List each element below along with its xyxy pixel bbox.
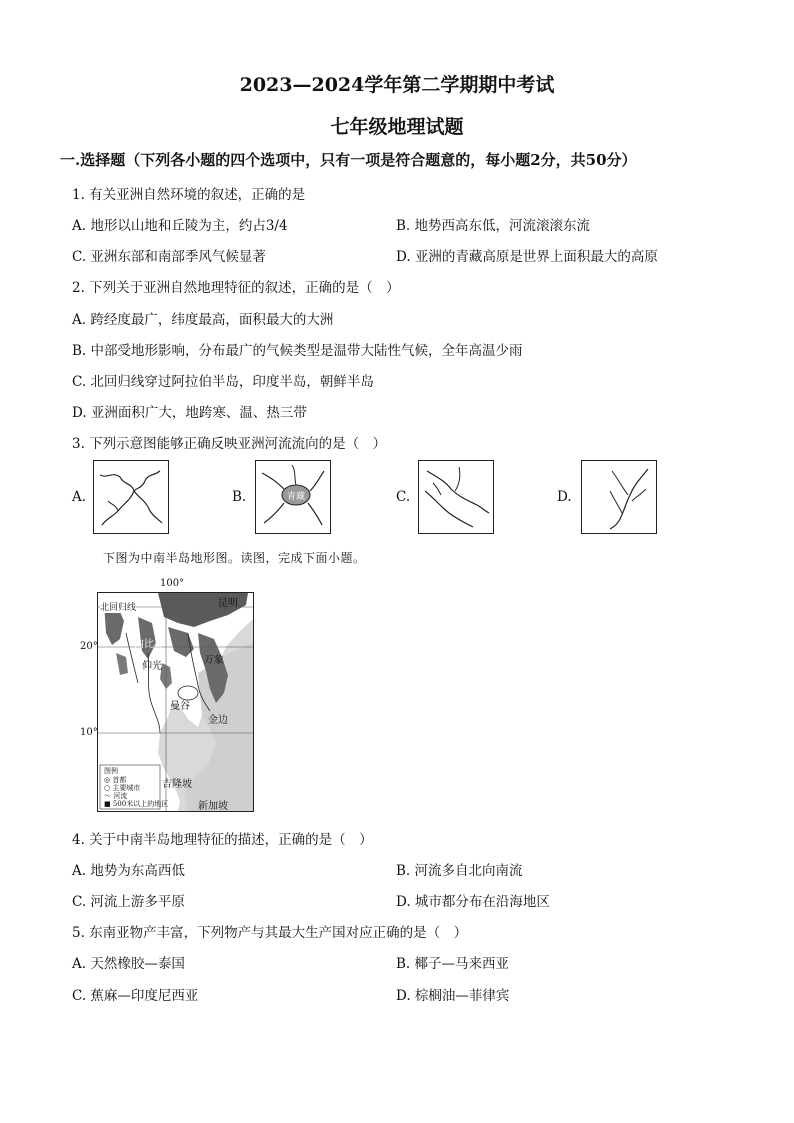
question-3-stem: 3. 下列示意图能够正确反映亚洲河流流向的是（ ） (72, 436, 387, 452)
question-2-option-b: B. 中部受地形影响，分布最广的气候类型是温带大陆性气候，全年高温少雨 (72, 343, 523, 359)
city-dot-icon: ○ (104, 784, 113, 792)
question-5-option-b: B. 椰子—马来西亚 (396, 956, 510, 972)
highland-fill-icon: ■ (104, 800, 113, 808)
question-2-option-c: C. 北回归线穿过阿拉伯半岛，印度半岛，朝鲜半岛 (72, 374, 374, 390)
map-legend-highland: ■ 500米以上的地区 (104, 800, 169, 808)
map-legend-title: 图例 (104, 767, 118, 775)
question-2-option-a: A. 跨经度最广，纬度最高，面积最大的大洲 (72, 312, 334, 328)
river-sketch-a-icon (94, 461, 168, 533)
question-3-figure-b (255, 460, 331, 534)
question-3-figure-c (418, 460, 494, 534)
map-city-singapore: 新加坡 (198, 801, 228, 812)
question-2-stem: 2. 下列关于亚洲自然地理特征的叙述，正确的是（ ） (72, 280, 400, 296)
map-caption: 下图为中南半岛地形图。读图，完成下面小题。 (103, 551, 366, 565)
question-3-label-b: B. (232, 489, 247, 505)
map-latitude-10: 10° (80, 727, 98, 738)
question-5-option-c: C. 蕉麻—印度尼西亚 (72, 988, 199, 1004)
exam-title: 2023—2024学年第二学期期中考试 (239, 74, 555, 96)
question-3-figure-a (93, 460, 169, 534)
question-2-option-d: D. 亚洲面积广大，地跨寒、温、热三带 (72, 405, 307, 421)
river-sketch-d-icon (582, 461, 656, 533)
capital-dot-icon: ◎ (104, 776, 113, 784)
question-4-option-c: C. 河流上游多平原 (72, 894, 185, 910)
map-city-kunming: 昆明 (218, 598, 238, 609)
indochina-map (97, 592, 254, 812)
question-3-figure-b-label: 青藏 (286, 492, 306, 502)
map-city-naypyidaw: 内比都 (134, 639, 164, 650)
exam-subtitle: 七年级地理试题 (330, 116, 464, 138)
question-5-option-d: D. 棕榈油—菲律宾 (396, 988, 510, 1004)
question-4-option-b: B. 河流多自北向南流 (396, 863, 523, 879)
map-city-vientiane: 万象 (204, 655, 224, 666)
question-1-option-c: C. 亚洲东部和南部季风气候显著 (72, 249, 266, 265)
question-1-option-a: A. 地形以山地和丘陵为主，约占3/4 (72, 218, 288, 234)
question-1-option-d: D. 亚洲的青藏高原是世界上面积最大的高原 (396, 249, 658, 265)
question-5-stem: 5. 东南亚物产丰富，下列物产与其最大生产国对应正确的是（ ） (72, 925, 468, 941)
question-3-label-c: C. (396, 489, 411, 505)
river-sketch-b-icon (256, 461, 330, 533)
question-3-label-d: D. (557, 489, 572, 505)
question-4-stem: 4. 关于中南半岛地理特征的描述，正确的是（ ） (72, 832, 373, 848)
map-latitude-20: 20° (80, 641, 98, 652)
map-city-yangon: 仰光 (142, 661, 162, 672)
question-1-option-b: B. 地势西高东低，河流滚滚东流 (396, 218, 591, 234)
question-4-option-a: A. 地势为东高西低 (72, 863, 185, 879)
map-city-phnompenh: 金边 (208, 715, 228, 726)
question-3-label-a: A. (72, 489, 87, 505)
question-5-option-a: A. 天然橡胶—泰国 (72, 956, 185, 972)
map-legend-river: ～ 河流 (104, 792, 128, 800)
map-legend-city: ○ 主要城市 (104, 784, 141, 792)
map-longitude-label: 100° (160, 578, 185, 589)
map-tropic-label: 北回归线 (100, 600, 136, 613)
river-line-icon: ～ (104, 792, 114, 800)
map-city-kualalumpur: 吉隆坡 (162, 779, 192, 790)
river-sketch-c-icon (419, 461, 493, 533)
question-4-option-d: D. 城市都分布在沿海地区 (396, 894, 550, 910)
question-3-figure-d (581, 460, 657, 534)
map-legend-capital: ◎ 首都 (104, 776, 127, 784)
map-city-bangkok: 曼谷 (170, 701, 190, 712)
question-1-stem: 1. 有关亚洲自然环境的叙述，正确的是 (72, 187, 306, 203)
section-heading: 一.选择题（下列各小题的四个选项中，只有一项是符合题意的，每小题2分，共50分） (60, 151, 637, 169)
